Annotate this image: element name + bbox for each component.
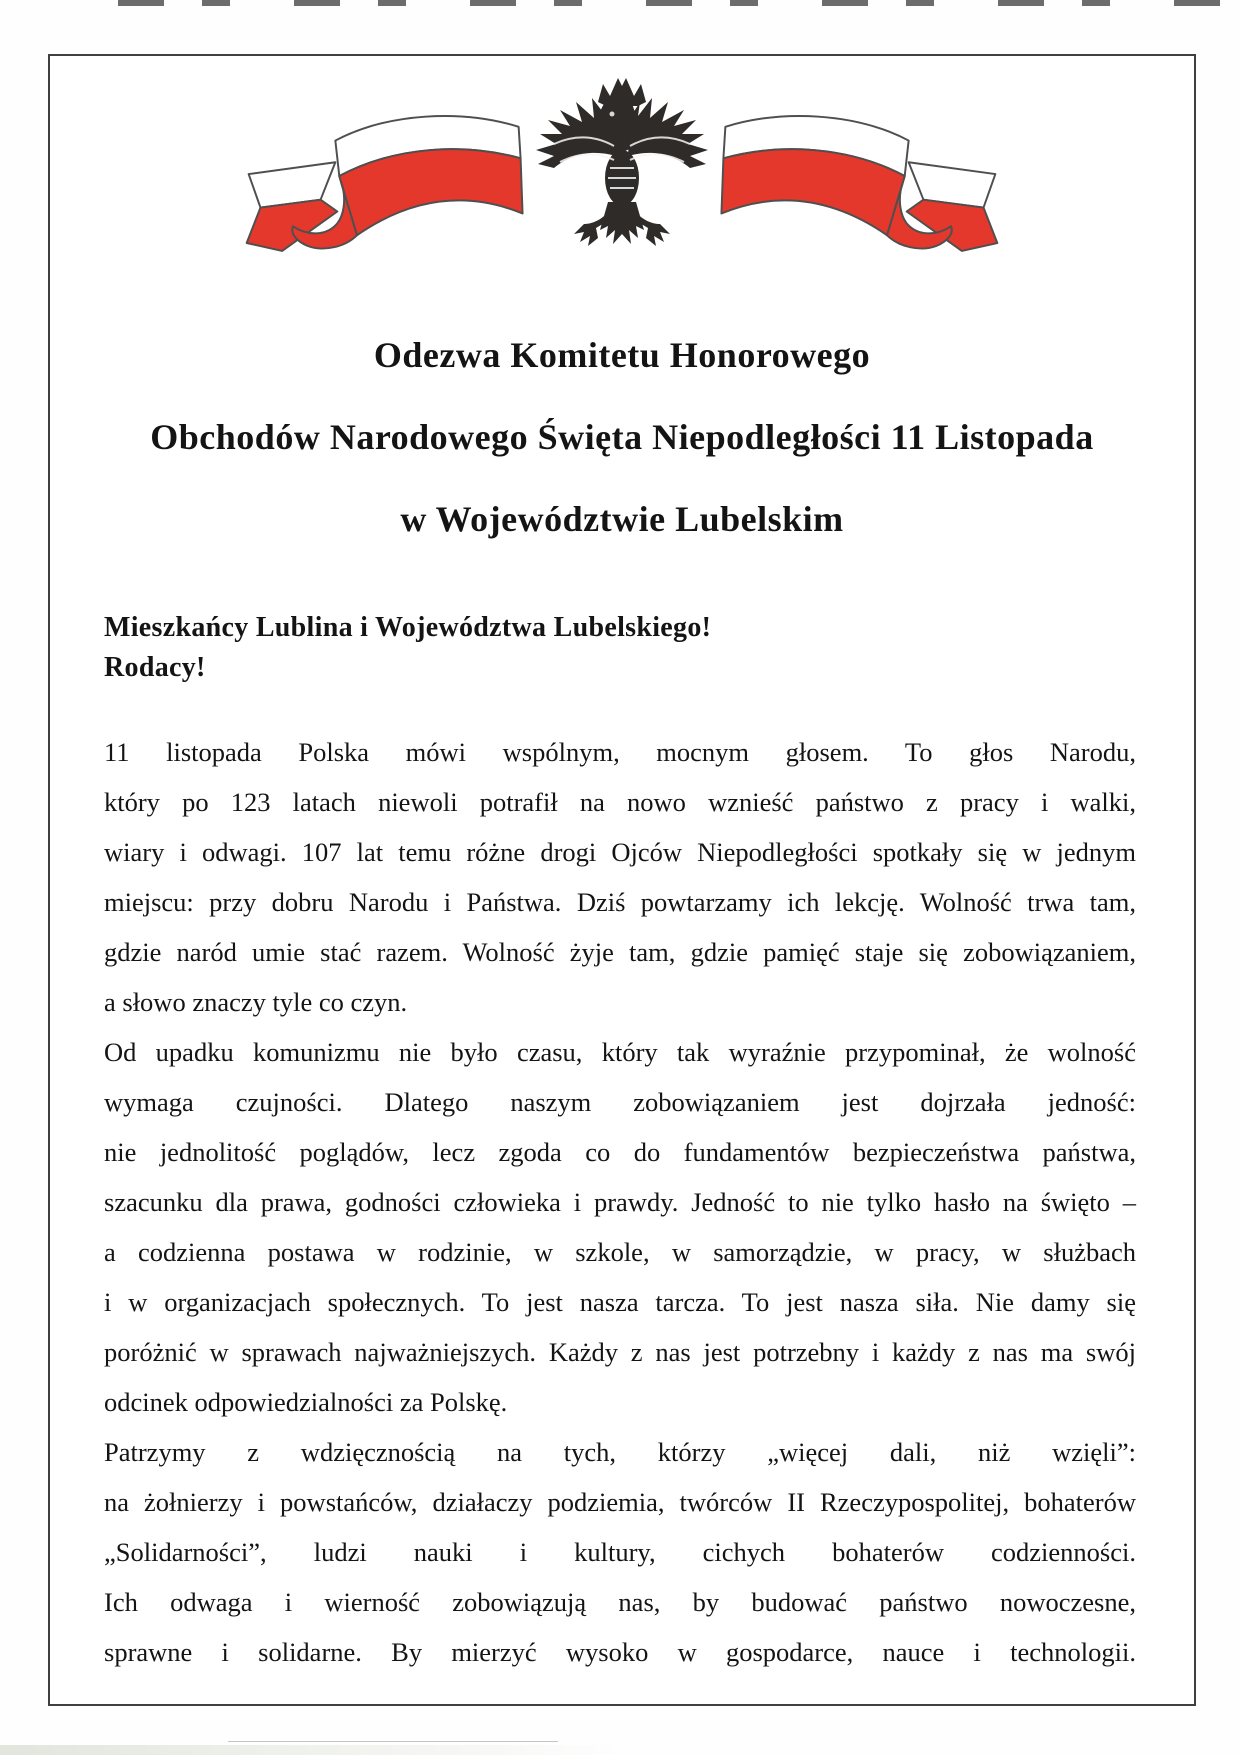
title-line-2: Obchodów Narodowego Święta Niepodległości 11 Listopada [150,417,1094,457]
body-line: miejscu: przy dobru Narodu i Państwa. Dziś powtarzamy ich lekcję. Wolność trwa tam, [104,887,1136,917]
title-line-3: w Województwie Lubelskim [400,499,844,539]
body-line: wymaga czujności. Dlatego naszym zobowiązaniem jest dojrzała jedność: [104,1087,1136,1117]
polish-flag-ribbon-right-icon [684,96,1019,261]
body-line: gdzie naród umie stać razem. Wolność żyje tam, gdzie pamięć staje się zobowiązaniem, [104,937,1136,967]
body-line: Od upadku komunizmu nie było czasu, który tak wyraźnie przypominał, że wolność [104,1037,1136,1067]
body-line: 11 listopada Polska mówi wspólnym, mocnym głosem. To głos Narodu, [104,737,1136,767]
body-text [104,727,1136,1677]
body-line: nie jednolitość poglądów, lecz zgoda co do fundamentów bezpieczeństwa państwa, [104,1137,1136,1167]
body-line: sprawne i solidarne. By mierzyć wysoko w gospodarce, nauce i technologii. [104,1637,1136,1667]
body-line: a słowo znaczy tyle co czyn. [104,987,408,1017]
document-border-frame [48,54,1196,1706]
salutation-line-2: Rodacy! [104,652,206,683]
body-line: a codzienna postawa w rodzinie, w szkole, w samorządzie, w pracy, w służbach [104,1237,1136,1267]
document-title [50,314,1194,560]
scan-artifact-top-dashes [118,0,1240,6]
body-line: który po 123 latach niewoli potrafił na nowo wznieść państwo z pracy i walki, [104,787,1136,817]
body-line: wiary i odwagi. 107 lat temu różne drogi Ojców Niepodległości spotkały się w jednym [104,837,1136,867]
body-line: i w organizacjach społecznych. To jest nasza tarcza. To jest nasza siła. Nie damy się [104,1287,1136,1317]
body-line: poróżnić w sprawach najważniejszych. Każdy z nas jest potrzebny i każdy z nas ma swój [104,1337,1136,1367]
scan-artifact-bottom-line [228,1741,558,1742]
salutation-line-1: Mieszkańcy Lublina i Województwa Lubelskiego! [104,612,712,643]
body-line: „Solidarności”, ludzi nauki i kultury, cichych bohaterów codzienności. [104,1537,1136,1567]
title-line-1: Odezwa Komitetu Honorowego [373,335,871,375]
scan-artifact-bottom-smudge [0,1745,630,1755]
polish-flag-ribbon-left-icon [225,96,560,261]
body-line: Ich odwaga i wierność zobowiązują nas, by budować państwo nowoczesne, [104,1587,1136,1617]
body-line: szacunku dla prawa, godności człowieka i prawdy. Jedność to nie tylko hasło na święto – [104,1187,1136,1217]
salutation [104,608,1136,688]
body-line: na żołnierzy i powstańców, działaczy podziemia, twórców II Rzeczypospolitej, bohaterów [104,1487,1136,1517]
body-line: Patrzymy z wdzięcznością na tych, którzy „więcej dali, niż wzięli”: [104,1437,1136,1467]
header-emblem-group [50,72,1194,264]
body-line: odcinek odpowiedzialności za Polskę. [104,1387,508,1417]
